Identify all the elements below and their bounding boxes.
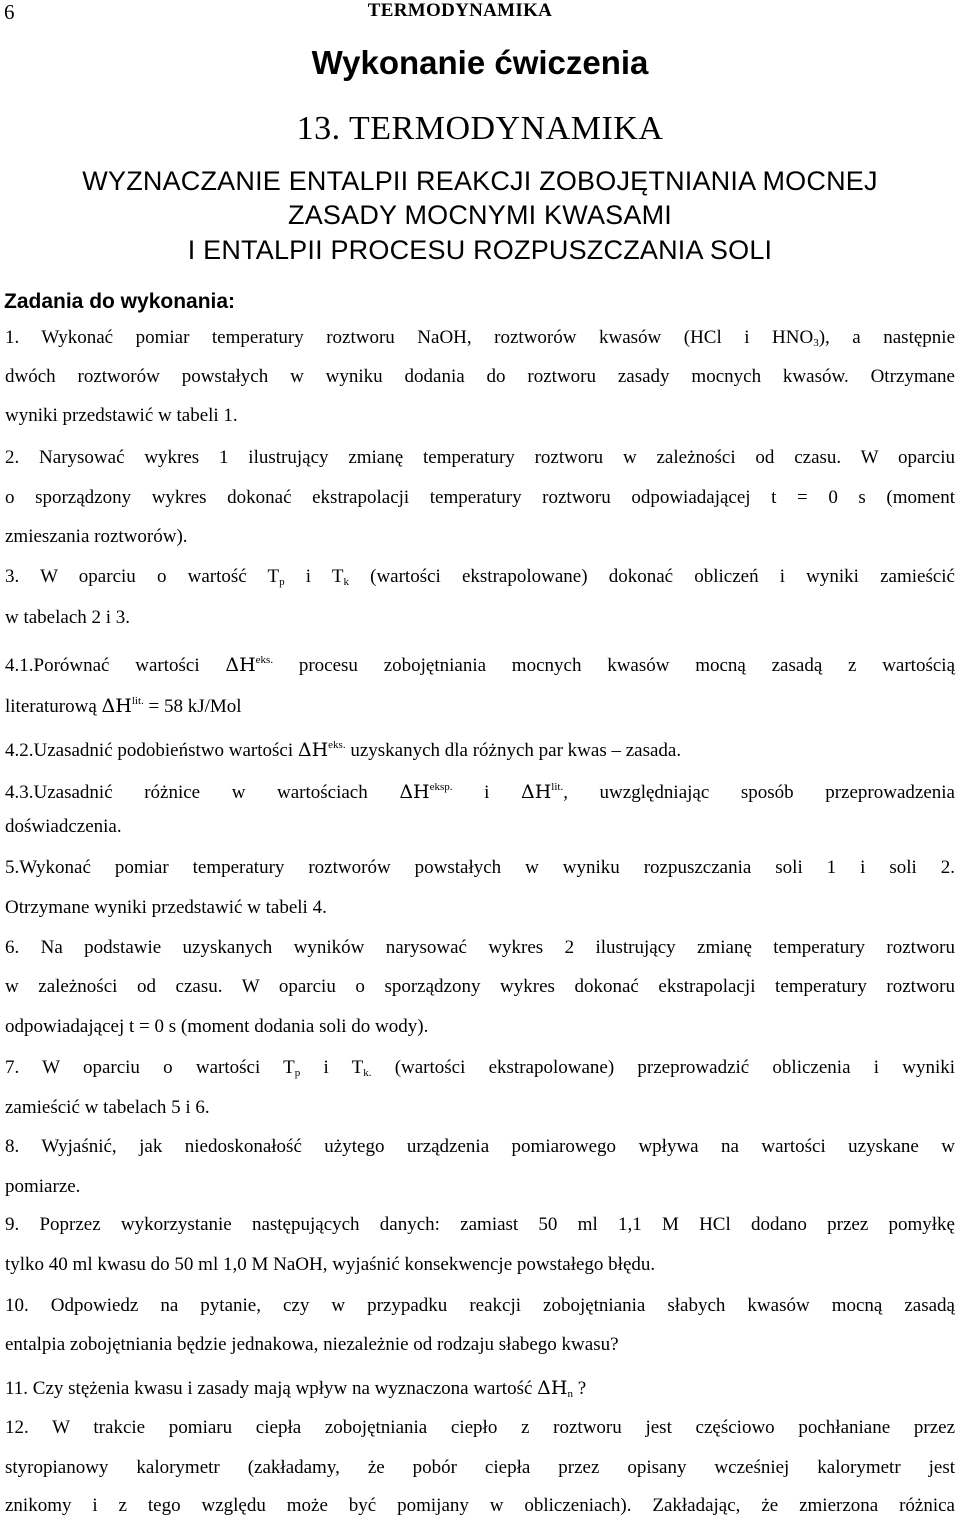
running-header: TERMODYNAMIKA <box>367 0 553 21</box>
text-line: dwóch roztworów powstałych w wyniku dodania do roztworu zasady mocnych kwasów. Otrzymane <box>5 366 955 387</box>
text-line: tylko 40 ml kwasu do 50 ml 1,0 M NaOH, wyjaśnić konsekwencje powstałego błędu. <box>5 1254 656 1275</box>
text-line: zmieszania roztworów). <box>5 526 188 547</box>
text-line: 1. Wykonać pomiar temperatury roztworu NaOH, roztworów kwasów (HCl i $HNO_3$), a następnie <box>5 327 955 349</box>
heading-line-1: WYZNACZANIE ENTALPII REAKCJI ZOBOJĘTNIANIA MOCNEJ <box>82 166 878 196</box>
text-line: 11. Czy stężenia kwasu i zasady mają wpływ na wyznaczona wartość $\Delta H_n$ ? <box>5 1377 587 1400</box>
text-line: odpowiadającej t = 0 s (moment dodania soli do wody). <box>5 1016 429 1037</box>
heading-line-3: I ENTALPII PROCESU ROZPUSZCZANIA SOLI <box>187 235 773 265</box>
heading-line-2: ZASADY MOCNYMI KWASAMI <box>288 200 672 230</box>
text-line: 8. Wyjaśnić, jak niedoskonałość użytego urządzenia pomiarowego wpływa na wartości uzyskane w <box>5 1136 955 1157</box>
text-line: 7. W oparciu o wartości $T_p$ i $T_{k.}$ (wartości ekstrapolowane) przeprowadzić obliczenia i wyniki <box>5 1057 956 1079</box>
text-line: 4.3.Uzasadnić różnice w wartościach $\Delta H^{eksp.}$ i $\Delta H^{lit.}$, uwzględniając sposób przeprowadzenia <box>5 781 955 803</box>
text-line: wyniki przedstawić w tabeli 1. <box>5 405 238 426</box>
text-line: 9. Poprzez wykorzystanie następujących danych: zamiast 50 ml 1,1 M HCl dodano przez pomyłkę <box>5 1214 955 1235</box>
text-line: 3. W oparciu o wartość $T_p$ i $T_k$ (wartości ekstrapolowane) dokonać obliczeń i wyniki zamieścić <box>5 566 955 588</box>
page-number: 6 <box>4 0 15 24</box>
tasks-heading: Zadania do wykonania: <box>4 290 236 313</box>
text-line: entalpia zobojętniania będzie jednakowa, niezależnie od rodzaju słabego kwasu? <box>5 1334 619 1355</box>
text-line: 5.Wykonać pomiar temperatury roztworów powstałych w wyniku rozpuszczania soli 1 i soli 2. <box>5 857 955 878</box>
text-line: styropianowy kalorymetr (zakładamy, że pobór ciepła przez opisany wcześniej kalorymetr jest <box>5 1457 955 1478</box>
text-line: 4.1.Porównać wartości $\Delta H^{eks.}$ procesu zobojętniania mocnych kwasów mocną zasadą z wartością <box>5 654 955 676</box>
text-line: 6. Na podstawie uzyskanych wyników narysować wykres 2 ilustrujący zmianę temperatury roztworu <box>5 937 955 958</box>
text-line: 4.2.Uzasadnić podobieństwo wartości $\Delta H^{eks.}$ uzyskanych dla różnych par kwas – zasada. <box>5 739 682 761</box>
exercise-subtitle: 13. TERMODYNAMIKA <box>296 110 664 147</box>
text-line: 2. Narysować wykres 1 ilustrujący zmianę temperatury roztworu w zależności od czasu. W oparciu <box>5 447 955 468</box>
text-line: znikomy i z tego względu może być pomijany w obliczeniach). Zakładając, że zmierzona różnica <box>5 1495 955 1516</box>
text-line: o sporządzony wykres dokonać ekstrapolacji temperatury roztworu odpowiadającej t = 0 s (moment <box>5 487 955 508</box>
text-line: w zależności od czasu. W oparciu o sporządzony wykres dokonać ekstrapolacji temperatury roztworu <box>5 976 955 997</box>
page-title: Wykonanie ćwiczenia <box>311 44 649 81</box>
text-line: 10. Odpowiedz na pytanie, czy w przypadku reakcji zobojętniania słabych kwasów mocną zasadą <box>5 1295 955 1316</box>
text-line: w tabelach 2 i 3. <box>5 607 131 628</box>
text-line: doświadczenia. <box>5 816 122 837</box>
text-line: zamieścić w tabelach 5 i 6. <box>5 1097 210 1118</box>
text-line: Otrzymane wyniki przedstawić w tabeli 4. <box>5 897 327 918</box>
text-line: pomiarze. <box>5 1176 81 1197</box>
text-line: 12. W trakcie pomiaru ciepła zobojętniania ciepło z roztworu jest częściowo pochłaniane przez <box>5 1417 955 1438</box>
text-line: literaturową $\Delta H^{lit.} = 58$ kJ/Mol <box>5 695 242 717</box>
